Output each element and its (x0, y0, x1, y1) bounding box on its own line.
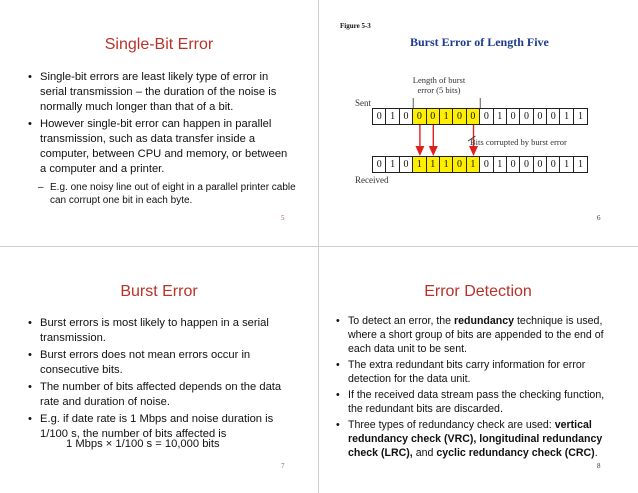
bit-cell: 0 (453, 109, 466, 124)
bit-cell: 1 (440, 157, 453, 172)
text-run: Three types of redundancy check are used: (348, 419, 555, 431)
corruption-arrow-head (415, 146, 424, 156)
text-run: . (594, 447, 598, 459)
burst-length-line1: Length of burst (412, 75, 466, 85)
corrupted-label: Bits corrupted by burst error (470, 137, 567, 147)
bit-cell: 0 (373, 109, 386, 124)
bit-cell: 1 (578, 111, 584, 122)
figure-label: Figure 5-3 (340, 22, 371, 30)
bit-cell: 0 (520, 157, 533, 172)
bit-cell: 0 (507, 109, 520, 124)
text-run: technique is used, where a short group of bits are appended to the end of each data unit to be sent. (348, 315, 604, 355)
bullet-item: • Single-bit errors are least likely type of error in serial transmission – the duration of the noise is normally much longer than that of a bit. (28, 70, 290, 115)
bold-term: vertical redundancy check (VRC), longitudinal redundancy check (LRC), (348, 419, 603, 459)
bit-cell: 0 (480, 109, 493, 124)
bit-cell: 1 (427, 157, 440, 172)
page-number: 6 (597, 214, 601, 222)
slide-7-bullets (28, 316, 290, 444)
slide-7-title: Burst Error (120, 283, 198, 300)
corruption-arrow-head (469, 146, 478, 156)
calculation-line: 1 Mbps × 1/100 s = 10,000 bits (66, 438, 220, 450)
bit-cell: 1 (413, 157, 426, 172)
sent-label: Sent (355, 98, 372, 108)
burst-length-line2: error (5 bits) (417, 85, 461, 95)
received-label: Received (355, 175, 389, 185)
bit-cell: 0 (453, 157, 466, 172)
bit-cell: 1 (386, 157, 399, 172)
page-number: 7 (281, 462, 285, 470)
bullet-item: • The number of bits affected depends on the data rate and duration of noise. (28, 380, 290, 410)
bit-cell: 0 (547, 109, 560, 124)
bit-cell: 0 (534, 157, 547, 172)
bullet-item: • E.g. if date rate is 1 Mbps and noise duration is 1/100 s, the number of bits affected is (28, 412, 290, 442)
bit-cell: 0 (400, 109, 413, 124)
bold-term: redundancy (454, 315, 515, 327)
bit-cell: 1 (494, 157, 507, 172)
slide-8-bullets (336, 314, 608, 462)
bit-cell: 0 (520, 109, 533, 124)
bullet-item: • However single-bit error can happen in parallel transmission, such as data transfer inside a computer, between CPU and memory, or between a computer and a printer. (28, 117, 290, 177)
page-number: 5 (281, 214, 285, 222)
bullet-item: • The extra redundant bits carry information for error detection for the data unit. (336, 358, 608, 386)
bit-cell: 0 (480, 157, 493, 172)
text-run: To detect an error, the (348, 315, 454, 327)
bullet-item (336, 418, 608, 460)
text-run: and (412, 447, 437, 459)
bit-cell: 1 (494, 109, 507, 124)
bit-cell: 0 (373, 157, 386, 172)
bullet-item: • If the received data stream pass the checking function, the redundant bits are discarded. (336, 388, 608, 416)
bit-cell: 1 (560, 109, 573, 124)
dash-marker: – (38, 182, 44, 193)
horizontal-divider (0, 246, 638, 247)
bit-cell: 1 (560, 157, 573, 172)
received-bit-row (372, 156, 588, 173)
bit-cell: 0 (547, 157, 560, 172)
slide-8-title: Error Detection (424, 283, 532, 300)
sub-bullet-text: E.g. one noisy line out of eight in a parallel printer cable can corrupt one bit in each byte. (50, 182, 296, 206)
bit-cell: 1 (578, 159, 584, 170)
bit-cell: 1 (467, 157, 480, 172)
figure-title: Burst Error of Length Five (410, 35, 549, 49)
corruption-arrow-head (429, 146, 438, 156)
bold-term: cyclic redundancy check (CRC) (436, 447, 595, 459)
bit-cell: 0 (427, 109, 440, 124)
bit-cell: 0 (534, 109, 547, 124)
bullet-item: • Burst errors is most likely to happen in a serial transmission. (28, 316, 290, 346)
bit-cell: 0 (507, 157, 520, 172)
slide-5-title: Single-Bit Error (104, 36, 214, 53)
bit-cell: 0 (467, 109, 480, 124)
bit-cell: 1 (386, 109, 399, 124)
bullet-item: • Burst errors does not mean errors occur in consecutive bits. (28, 348, 290, 378)
bit-cell: 0 (413, 109, 426, 124)
bullet-item (336, 314, 608, 356)
bit-cell: 1 (440, 109, 453, 124)
page-number: 8 (597, 462, 601, 470)
sent-bit-row (372, 108, 588, 125)
bit-cell: 0 (400, 157, 413, 172)
